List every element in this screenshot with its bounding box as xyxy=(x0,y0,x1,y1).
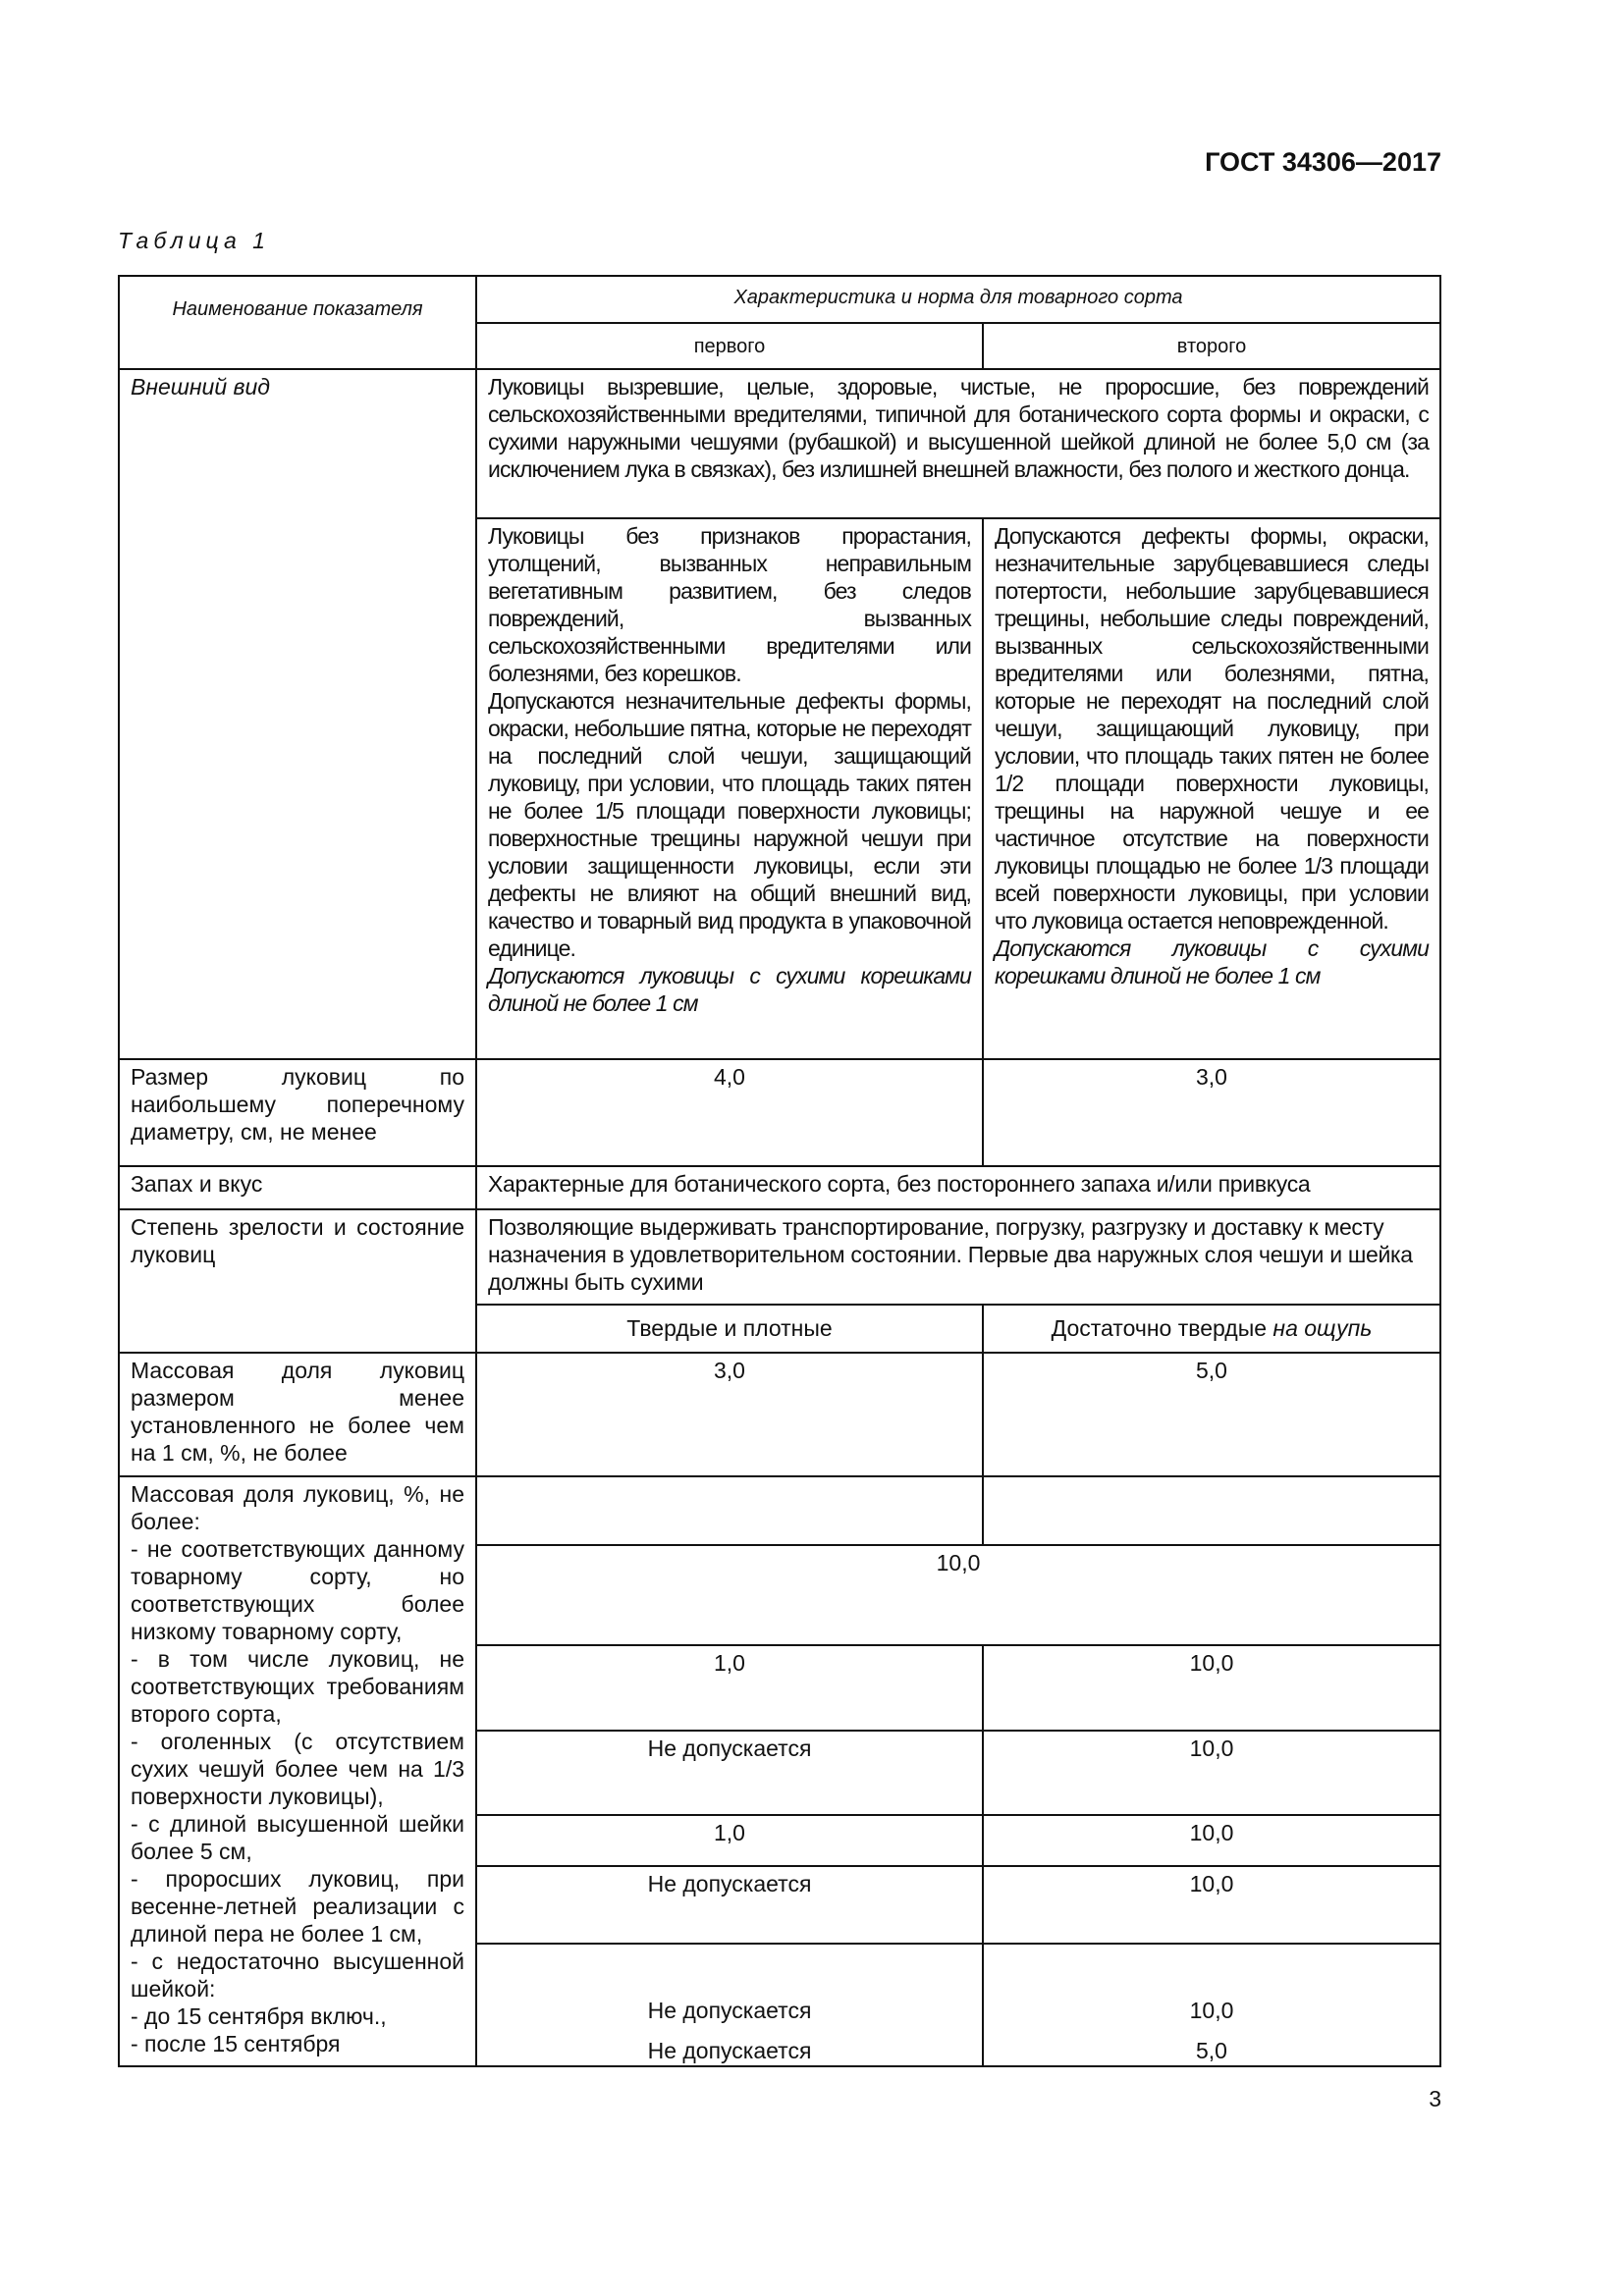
mass-line: - оголенных (с отсутствием сухих чешуй более чем на 1/3 поверхности луковицы), xyxy=(131,1729,464,1809)
row-mass-share-name xyxy=(118,1475,477,2067)
appearance-second-p2: Допускаются луковицы с сухими корешками длиной не более 1 см xyxy=(995,935,1429,988)
mass-line: - с длиной высушенной шейки более 5 см, xyxy=(131,1811,464,1864)
appearance-second-p1: Допускаются дефекты формы, окраски, незначительные зарубцевавшиеся следы потертости, небольшие зарубцевавшиеся трещины, небольшие следы повреждений, вызванных сельскохозяйственными вредителями или болезнями, пятна, которые не переходят на последний слой чешуи, защищающий луковицу, при условии, что площадь таких пятен не более 1/2 площади поверхности луковицы, трещины на наружной чешуе и ее частичное отсутствие на поверхности луковицы площадью не более 1/3 площади всей поверхности луковицы, при условии что луковица остается неповрежденной. xyxy=(995,523,1429,934)
mass-undried-first xyxy=(475,1943,984,2067)
mass-not-second-first: 1,0 xyxy=(475,1644,984,1732)
mass-neck-second: 10,0 xyxy=(982,1814,1441,1867)
after-sep15-second: 5,0 xyxy=(1196,2038,1227,2063)
mass-bare-first: Не допускается xyxy=(475,1730,984,1816)
mass-line: - проросших луковиц, при весенне-летней реализации с длиной пера не более 1 см, xyxy=(131,1866,464,1947)
maturity-second xyxy=(982,1304,1441,1354)
row-maturity-name: Степень зрелости и состояние луковиц xyxy=(118,1208,477,1354)
mass-empty-first xyxy=(475,1475,984,1546)
row-appearance-name: Внешний вид xyxy=(118,368,477,1060)
before-sep15-second: 10,0 xyxy=(1189,1998,1234,2023)
row-undersize-name: Массовая доля луковиц размером менее установленного не более чем на 1 см, %, не более xyxy=(118,1352,477,1477)
undersize-second: 5,0 xyxy=(982,1352,1441,1477)
mass-line: - не соответствующих данному товарному сорту, но соответствующих более низкому товарному сорту, xyxy=(131,1536,464,1644)
smell-common: Характерные для ботанического сорта, без постороннего запаха и/или привкуса xyxy=(475,1165,1441,1210)
before-sep15-first: Не допускается xyxy=(647,1998,812,2023)
mass-not-second-second: 10,0 xyxy=(982,1644,1441,1732)
row-size-name: Размер луковиц по наибольшему поперечному диаметру, см, не менее xyxy=(118,1058,477,1167)
undersize-first: 3,0 xyxy=(475,1352,984,1477)
mass-line: - с недостаточно высушенной шейкой: xyxy=(131,1949,464,2002)
mass-sprouted-second: 10,0 xyxy=(982,1865,1441,1945)
mass-bare-second: 10,0 xyxy=(982,1730,1441,1816)
table-caption: Таблица 1 xyxy=(118,228,270,253)
appearance-second-grade xyxy=(982,517,1441,1060)
appearance-first-p2: Допускаются незначительные дефекты формы, окраски, небольшие пятна, которые не переходят на последний слой чешуи, защищающий луковицу, при условии, что площадь таких пятен не более 1/5 площади поверхности луковицы; поверхностные трещины наружной чешуи при условии защищенности луковицы, если эти дефекты не влияют на общий внешний вид, качество и товарный вид продукта в упаковочной единице. xyxy=(488,688,971,961)
row-smell-name: Запах и вкус xyxy=(118,1165,477,1210)
mass-line: - после 15 сентября xyxy=(131,2031,341,2056)
mass-empty-second xyxy=(982,1475,1441,1546)
maturity-common: Позволяющие выдерживать транспортирование, погрузку, разгрузку и доставку к месту назначения в удовлетворительном состоянии. Первые два наружных слоя чешуи и шейка должны быть сухими xyxy=(475,1208,1441,1306)
appearance-first-p3: Допускаются луковицы с сухими корешками длиной не более 1 см xyxy=(488,963,971,1016)
mass-line: Массовая доля луковиц, %, не более: xyxy=(131,1481,464,1534)
header-first-grade: первого xyxy=(475,322,984,370)
after-sep15-first: Не допускается xyxy=(647,2038,812,2063)
header-characteristic-group: Характеристика и норма для товарного сорта xyxy=(475,275,1441,324)
maturity-second-text: Достаточно твердые xyxy=(1051,1315,1268,1341)
appearance-common: Луковицы вызревшие, целые, здоровые, чистые, не проросшие, без повреждений сельскохозяйственными вредителями, типичной для ботанического сорта формы и окраски, с сухими наружными чешуями (рубашкой) и высушенной шейкой длиной не более 5,0 см (за исключением лука в связках), без излишней внешней влажности, без полого и жесткого донца. xyxy=(475,368,1441,519)
document-code: ГОСТ 34306—2017 xyxy=(1205,147,1441,177)
maturity-second-italic: на ощупь xyxy=(1272,1315,1373,1341)
appearance-first-p1: Луковицы без признаков прорастания, утолщений, вызванных неправильным вегетативным развитием, без следов повреждений, вызванных сельскохозяйственными вредителями или болезнями, без корешков. xyxy=(488,523,971,686)
appearance-first-grade xyxy=(475,517,984,1060)
maturity-first: Твердые и плотные xyxy=(475,1304,984,1354)
size-first: 4,0 xyxy=(475,1058,984,1167)
size-second: 3,0 xyxy=(982,1058,1441,1167)
mass-sprouted-first: Не допускается xyxy=(475,1865,984,1945)
mass-neck-first: 1,0 xyxy=(475,1814,984,1867)
mass-line: - до 15 сентября включ., xyxy=(131,2003,387,2029)
header-indicator-name: Наименование показателя xyxy=(118,275,477,370)
page-number: 3 xyxy=(1429,2086,1441,2111)
mass-lower-grade: 10,0 xyxy=(475,1544,1441,1646)
header-second-grade: второго xyxy=(982,322,1441,370)
mass-line: - в том числе луковиц, не соответствующих требованиям второго сорта, xyxy=(131,1646,464,1727)
mass-undried-second xyxy=(982,1943,1441,2067)
